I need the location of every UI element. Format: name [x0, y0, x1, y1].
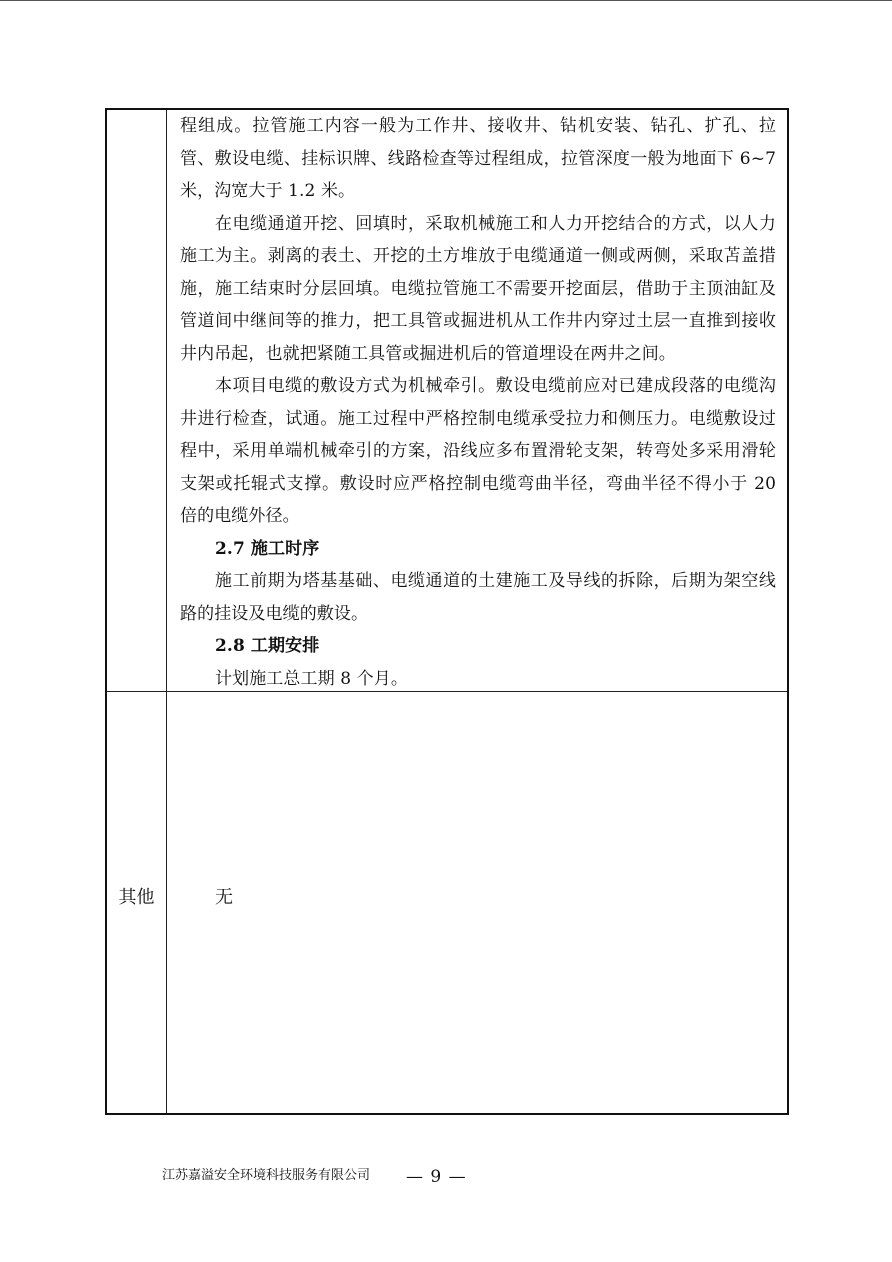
- top-border-line: [0, 0, 892, 1]
- page-number: — 9 —: [406, 1167, 467, 1187]
- paragraph-excavation: 在电缆通道开挖、回填时，采取机械施工和人力开挖结合的方式，以人力施工为主。剥离的表土、开挖的土方堆放于电缆通道一侧或两侧，采取苫盖措施，施工结束时分层回填。电缆拉管施工不需要开挖面层，借助于主顶油缸及管道间中继间等的推力，把工具管或掘进机从工作井内穿过土层一直推到接收井内吊起，也就把紧随工具管或掘进机后的管道埋设在两井之间。: [180, 213, 776, 364]
- section-heading-schedule: 2.8 工期安排: [215, 636, 320, 656]
- section-heading-construction-sequence: 2.7 施工时序: [215, 538, 320, 559]
- construction-description-cell: [180, 110, 776, 695]
- page-footer: [162, 1164, 722, 1190]
- paragraph-cable-laying: 本项目电缆的敷设方式为机械牵引。敷设电缆前应对已建成段落的电缆沟井进行检查，试通。施工过程中严格控制电缆承受拉力和侧压力。电缆敷设过程中，采用单端机械牵引的方案，沿线应多布置滑轮支架，转弯处多采用滑轮支架或托辊式支撑。敷设时应严格控制电缆弯曲半径，弯曲半径不得小于 20 倍的电缆外径。: [180, 376, 776, 526]
- row-value-other: 无: [215, 887, 233, 908]
- content-table: [105, 108, 789, 1115]
- paragraph-construction-sequence: 施工前期为塔基基础、电缆通道的土建施工及导线的拆除，后期为架空线路的挂设及电缆的敷设。: [180, 571, 776, 624]
- paragraph-schedule: 计划施工总工期 8 个月。: [215, 668, 408, 689]
- column-divider: [166, 110, 167, 1113]
- row-label-other: 其他: [118, 887, 155, 908]
- footer-company-name: 江苏嘉溢安全环境科技服务有限公司: [162, 1168, 371, 1183]
- paragraph-pipe-jacking: 程组成。拉管施工内容一般为工作井、接收井、钻机安装、钻孔、扩孔、拉管、敷设电缆、挂标识牌、线路检查等过程组成，拉管深度一般为地面下 6~7 米，沟宽大于 1.2 米。: [180, 116, 776, 201]
